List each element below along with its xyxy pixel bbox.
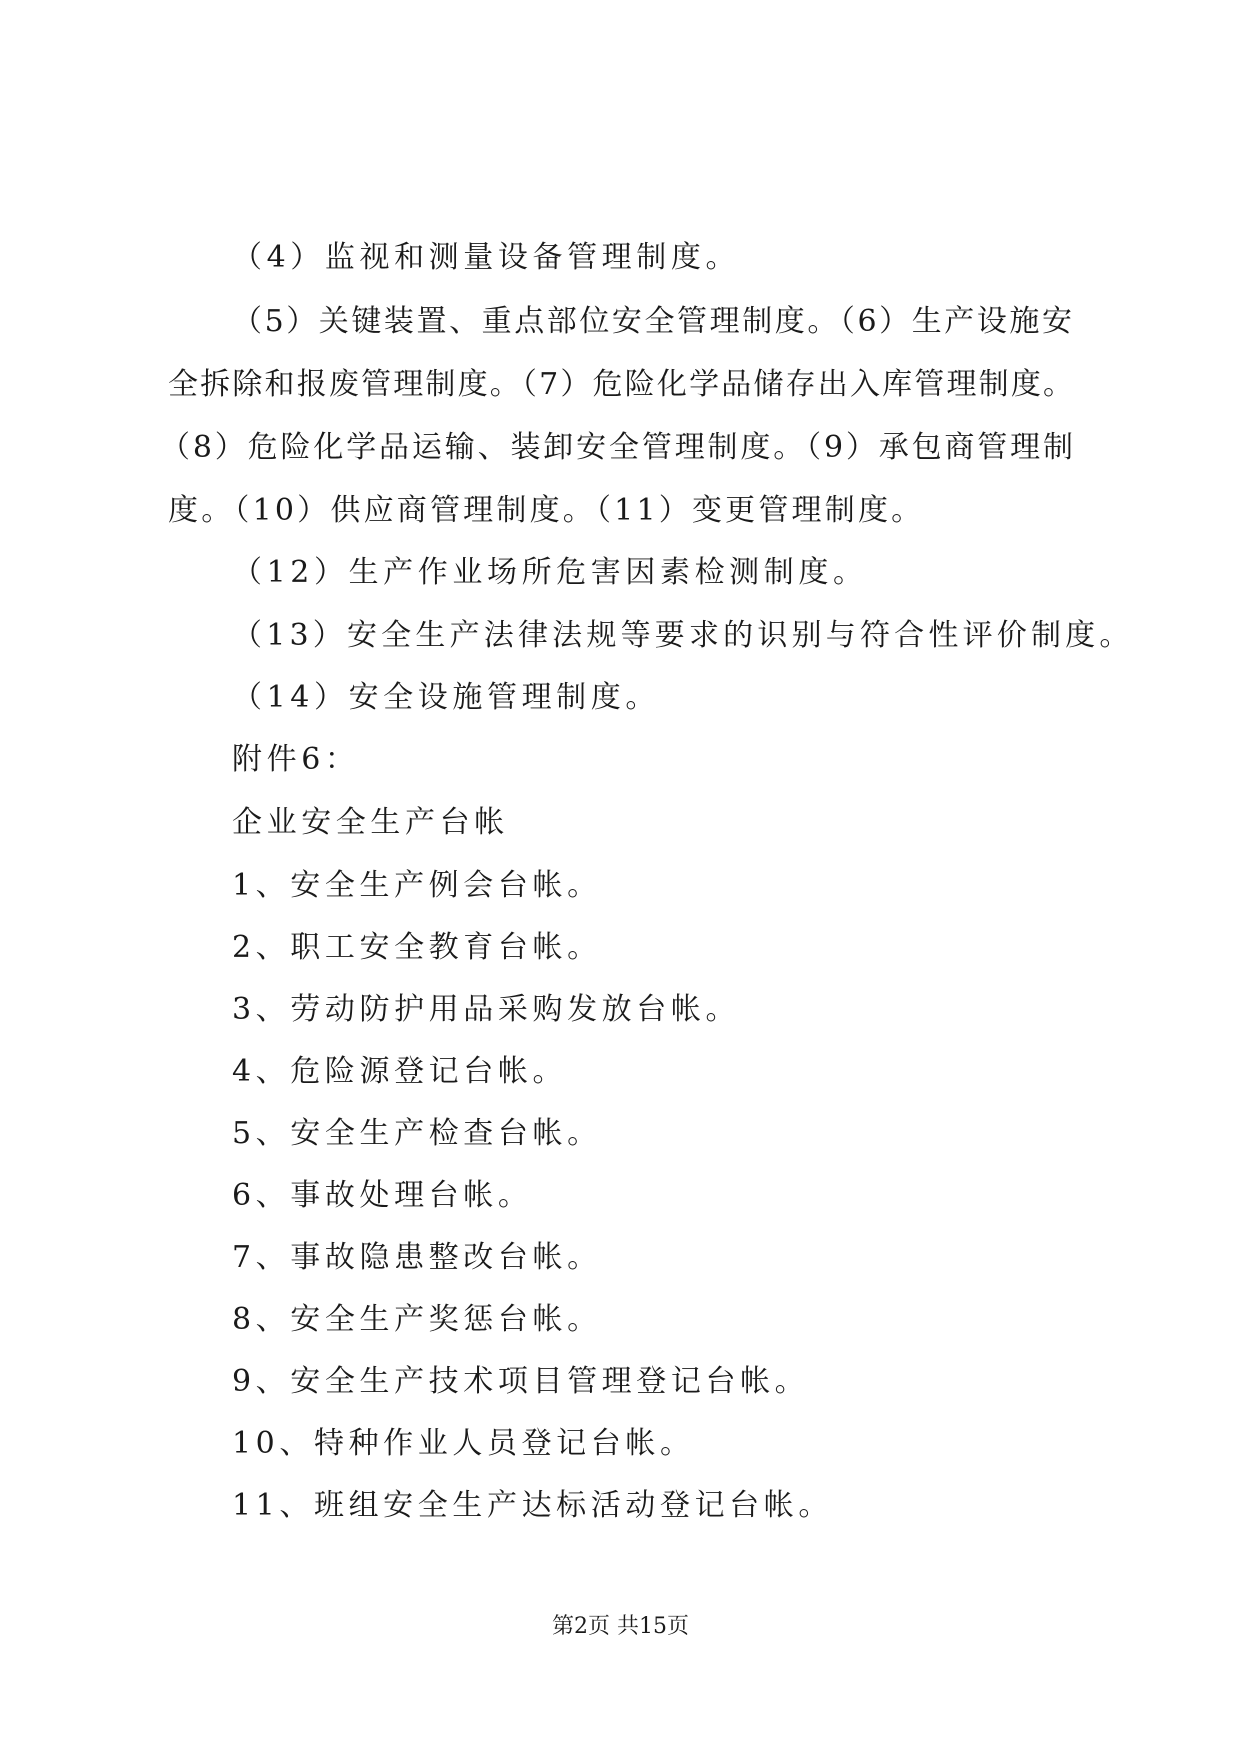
list-item: 10、特种作业人员登记台帐。 bbox=[232, 1426, 695, 1461]
paragraph-line: （4）监视和测量设备管理制度。 bbox=[232, 240, 741, 275]
paragraph-line: （13）安全生产法律法规等要求的识别与符合性评价制度。 bbox=[232, 618, 1134, 653]
attachment-label: 附件6： bbox=[232, 742, 360, 777]
list-item: 6、事故处理台帐。 bbox=[232, 1178, 533, 1213]
paragraph-line: 度。（10）供应商管理制度。（11）变更管理制度。 bbox=[168, 493, 925, 528]
paragraph-line: （12）生产作业场所危害因素检测制度。 bbox=[232, 555, 868, 590]
list-item: 11、班组安全生产达标活动登记台帐。 bbox=[232, 1488, 833, 1523]
list-item: 2、职工安全教育台帐。 bbox=[232, 930, 602, 965]
paragraph-line: （8）危险化学品运输、装卸安全管理制度。（9）承包商管理制 bbox=[160, 430, 1073, 465]
page-number-footer: 第2页 共15页 bbox=[552, 1614, 689, 1639]
list-item: 8、安全生产奖惩台帐。 bbox=[232, 1302, 602, 1337]
list-item: 4、危险源登记台帐。 bbox=[232, 1054, 568, 1089]
list-item: 7、事故隐患整改台帐。 bbox=[232, 1240, 602, 1275]
list-item: 9、安全生产技术项目管理登记台帐。 bbox=[232, 1364, 810, 1399]
section-heading: 企业安全生产台帐 bbox=[232, 805, 509, 840]
paragraph-line: （5）关键装置、重点部位安全管理制度。（6）生产设施安 bbox=[232, 304, 1072, 339]
paragraph-line: （14）安全设施管理制度。 bbox=[232, 680, 660, 715]
list-item: 5、安全生产检查台帐。 bbox=[232, 1116, 602, 1151]
list-item: 1、安全生产例会台帐。 bbox=[232, 868, 602, 903]
paragraph-line: 全拆除和报废管理制度。（7）危险化学品储存出入库管理制度。 bbox=[168, 367, 1073, 402]
list-item: 3、劳动防护用品采购发放台帐。 bbox=[232, 992, 741, 1027]
